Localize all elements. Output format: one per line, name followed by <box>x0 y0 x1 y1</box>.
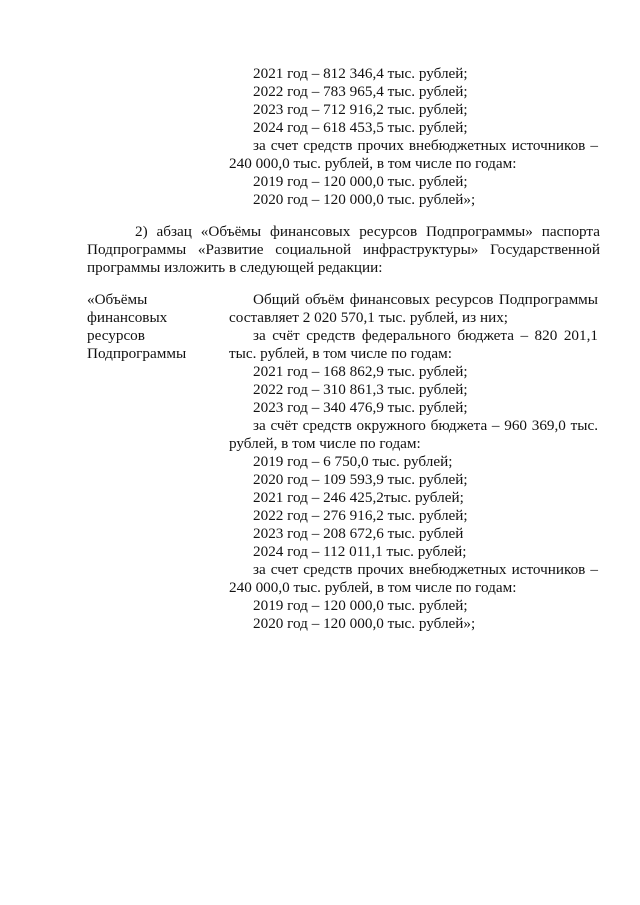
content-line: 2021 год – 246 425,2тыс. рублей; <box>253 489 464 506</box>
content-line: 2019 год – 6 750,0 тыс. рублей; <box>253 453 453 470</box>
paragraph-line: Подпрограммы «Развитие социальной инфраструктуры» Государственной <box>87 241 600 258</box>
content-line: тыс. рублей, в том числе по годам: <box>229 345 452 362</box>
text-line: 240 000,0 тыс. рублей, в том числе по годам: <box>229 155 517 172</box>
content-line: 2021 год – 168 862,9 тыс. рублей; <box>253 363 468 380</box>
text-line: 2022 год – 783 965,4 тыс. рублей; <box>253 83 468 100</box>
label-line: финансовых <box>87 309 168 326</box>
content-line: рублей, в том числе по годам: <box>229 435 421 452</box>
content-line: 240 000,0 тыс. рублей, в том числе по годам: <box>229 579 517 596</box>
text-line: 2019 год – 120 000,0 тыс. рублей; <box>253 173 468 190</box>
label-line: ресурсов <box>87 327 145 344</box>
content-line: Общий объём финансовых ресурсов Подпрограммы <box>253 291 598 308</box>
content-line: за счёт средств федерального бюджета – 820 201,1 <box>253 327 598 344</box>
text-line: 2023 год – 712 916,2 тыс. рублей; <box>253 101 468 118</box>
content-line: 2023 год – 340 476,9 тыс. рублей; <box>253 399 468 416</box>
paragraph-line: программы изложить в следующей редакции: <box>87 259 383 276</box>
label-line: Подпрограммы <box>87 345 187 362</box>
content-line: 2023 год – 208 672,6 тыс. рублей <box>253 525 464 542</box>
text-line: 2024 год – 618 453,5 тыс. рублей; <box>253 119 468 136</box>
paragraph-line: 2) абзац «Объёмы финансовых ресурсов Подпрограммы» паспорта <box>135 223 600 240</box>
content-line: за счёт средств окружного бюджета – 960 369,0 тыс. <box>253 417 598 434</box>
content-line: 2022 год – 310 861,3 тыс. рублей; <box>253 381 468 398</box>
text-line: 2020 год – 120 000,0 тыс. рублей»; <box>253 191 476 208</box>
text-line: 2021 год – 812 346,4 тыс. рублей; <box>253 65 468 82</box>
content-line: 2019 год – 120 000,0 тыс. рублей; <box>253 597 468 614</box>
label-line: «Объёмы <box>87 291 148 308</box>
content-line: составляет 2 020 570,1 тыс. рублей, из них; <box>229 309 509 326</box>
content-line: 2024 год – 112 011,1 тыс. рублей; <box>253 543 467 560</box>
content-line: 2020 год – 120 000,0 тыс. рублей»; <box>253 615 476 632</box>
content-line: 2022 год – 276 916,2 тыс. рублей; <box>253 507 468 524</box>
content-line: за счет средств прочих внебюджетных источников – <box>253 561 598 578</box>
content-line: 2020 год – 109 593,9 тыс. рублей; <box>253 471 468 488</box>
text-line: за счет средств прочих внебюджетных источников – <box>253 137 598 154</box>
